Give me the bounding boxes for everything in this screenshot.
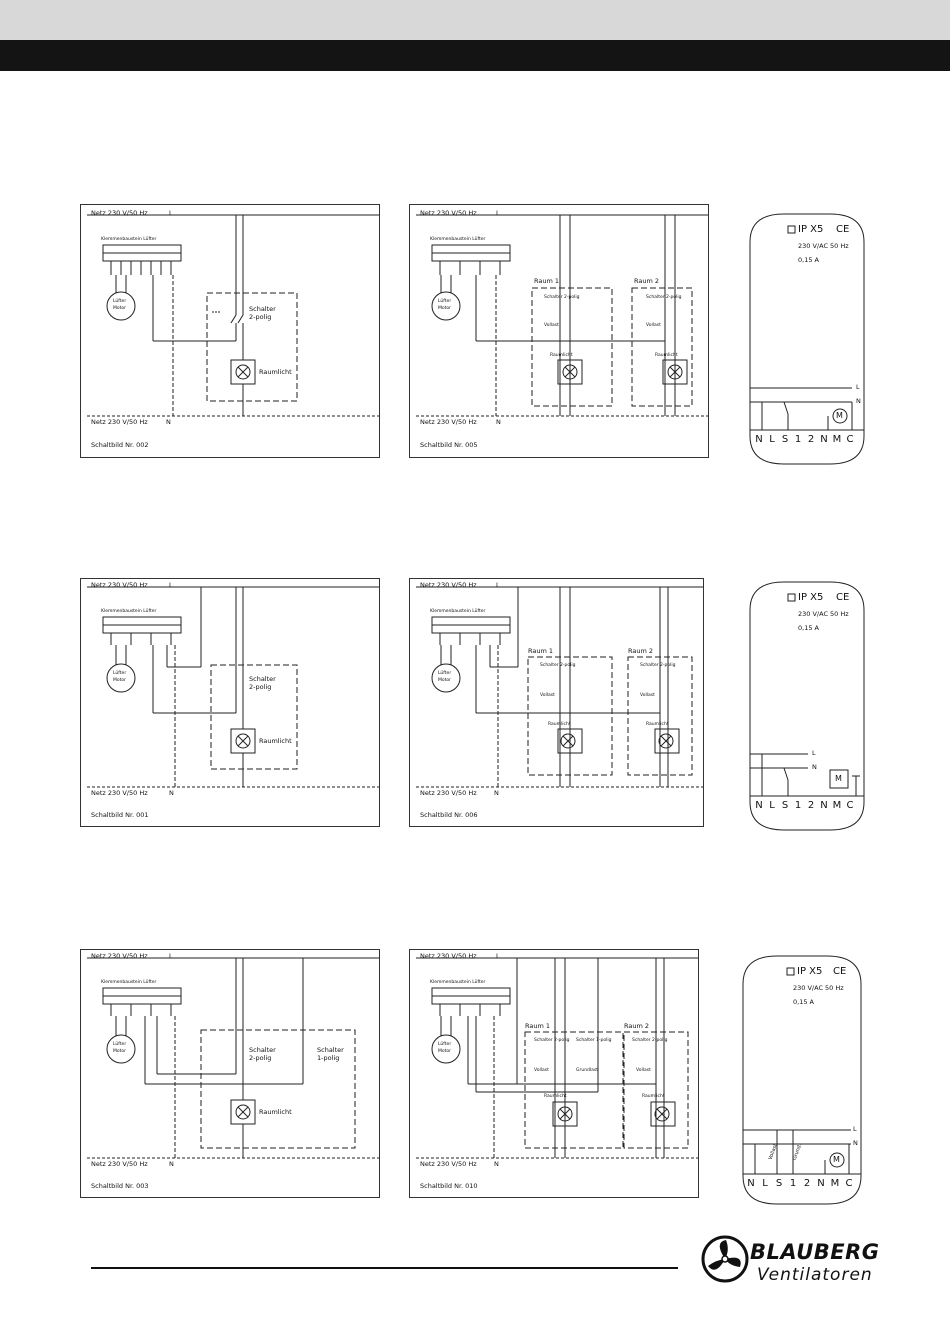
switch-small-label: Schalter 2-polig <box>646 295 682 300</box>
terminal: S <box>781 800 789 811</box>
switch-label: Schalter <box>249 305 276 313</box>
top-band <box>0 0 950 40</box>
switch-1pole-poles-label: 1-polig <box>317 1054 340 1062</box>
motor-symbol: M <box>833 1155 840 1164</box>
full-load-label: Vollast <box>534 1068 549 1073</box>
terminal: 2 <box>807 800 815 811</box>
voltage-label: 230 V/AC 50 Hz <box>798 610 849 618</box>
line-l-label: L <box>812 749 816 757</box>
ip-rating: IP X5 <box>798 224 824 235</box>
room-light-label: Raumlicht <box>259 737 292 745</box>
n-label: N <box>496 418 501 426</box>
room-light-small-label: Raumlicht <box>548 722 571 727</box>
room-light-small-label: Raumlicht <box>642 1094 665 1099</box>
motor-label-1: Lüfter <box>438 1042 452 1047</box>
l-label: L <box>496 952 500 960</box>
terminal-block-label: Klemmenbaustein Lüfter <box>430 980 486 985</box>
terminal: 1 <box>789 1178 797 1189</box>
terminal: 1 <box>794 434 802 445</box>
current-label: 0,15 A <box>798 624 819 632</box>
schematic-caption: Schaltbild Nr. 003 <box>91 1182 149 1190</box>
brand-subtitle: Ventilatoren <box>757 1265 873 1285</box>
motor-label-2: Motor <box>438 1049 452 1054</box>
ce-mark: CE <box>833 966 847 977</box>
l-label: L <box>169 209 173 217</box>
terminal: C <box>846 434 854 445</box>
terminal-block-label: Klemmenbaustein Lüfter <box>430 237 486 242</box>
full-load-label: Vollast <box>646 323 661 328</box>
terminal: M <box>832 800 842 811</box>
current-label: 0,15 A <box>798 256 819 264</box>
netz-bottom-label: Netz 230 V/50 Hz <box>91 1160 148 1168</box>
line-l-label: L <box>856 383 860 391</box>
terminal: 2 <box>803 1178 811 1189</box>
ce-mark: CE <box>836 592 850 603</box>
switch-1pole-small-label: Schalter 1-polig <box>576 1038 612 1043</box>
full-load-label: Vollast <box>640 693 655 698</box>
motor-label-1: Lüfter <box>438 299 452 304</box>
schematic-002 <box>80 204 380 458</box>
netz-top-label: Netz 230 V/50 Hz <box>91 581 148 589</box>
switch-poles-label: 2-polig <box>249 1054 272 1062</box>
motor-label-1: Lüfter <box>113 671 127 676</box>
n-label: N <box>166 418 171 426</box>
terminal-block-label: Klemmenbaustein Lüfter <box>101 609 157 614</box>
full-load-label: Vollast <box>544 323 559 328</box>
line-l-label: L <box>853 1125 857 1133</box>
full-load-tag: Vollast <box>767 1143 779 1161</box>
terminal: N <box>817 1178 825 1189</box>
terminal: M <box>832 434 842 445</box>
line-n-label: N <box>856 397 861 405</box>
room-light-small-label: Raumlicht <box>544 1094 567 1099</box>
motor-label-2: Motor <box>438 678 452 683</box>
terminal: N <box>820 434 828 445</box>
terminal-block-label: Klemmenbaustein Lüfter <box>101 237 157 242</box>
motor-label-1: Lüfter <box>438 671 452 676</box>
netz-top-label: Netz 230 V/50 Hz <box>420 581 477 589</box>
rating-card <box>744 212 870 466</box>
motor-label-1: Lüfter <box>113 299 127 304</box>
terminal: L <box>762 1178 768 1189</box>
schematic-caption: Schaltbild Nr. 006 <box>420 811 478 819</box>
n-label: N <box>494 1160 499 1168</box>
line-n-label: N <box>853 1139 858 1147</box>
room-light-small-label: Raumlicht <box>646 722 669 727</box>
motor-symbol: M <box>835 774 842 783</box>
room-light-label: Raumlicht <box>259 1108 292 1116</box>
terminal: 1 <box>794 800 802 811</box>
switch-label: Schalter <box>249 1046 276 1054</box>
netz-bottom-label: Netz 230 V/50 Hz <box>91 418 148 426</box>
rating-card <box>744 580 870 832</box>
netz-top-label: Netz 230 V/50 Hz <box>91 952 148 960</box>
room-1-label: Raum 1 <box>525 1022 551 1030</box>
header-bar <box>0 40 950 71</box>
motor-label-2: Motor <box>113 678 127 683</box>
rating-card <box>737 954 867 1206</box>
room-2-label: Raum 2 <box>624 1022 650 1030</box>
switch-label: Schalter <box>249 675 276 683</box>
switch-small-label: Schalter 2-polig <box>544 295 580 300</box>
terminal: L <box>769 800 775 811</box>
brand-name: BLAUBERG <box>750 1240 880 1264</box>
full-load-label: Vollast <box>636 1068 651 1073</box>
brand-logo <box>700 1232 880 1294</box>
netz-top-label: Netz 230 V/50 Hz <box>420 952 477 960</box>
netz-top-label: Netz 230 V/50 Hz <box>91 209 148 217</box>
schematic-caption: Schaltbild Nr. 002 <box>91 441 149 449</box>
room-2-label: Raum 2 <box>628 647 654 655</box>
fan-logo-icon <box>700 1234 750 1284</box>
switch-small-label: Schalter 2-polig <box>540 663 576 668</box>
motor-label-2: Motor <box>438 306 452 311</box>
ip-rating: IP X5 <box>798 592 824 603</box>
switch-poles-label: 2-polig <box>249 683 272 691</box>
terminal: M <box>830 1178 840 1189</box>
terminal: L <box>769 434 775 445</box>
netz-bottom-label: Netz 230 V/50 Hz <box>420 789 477 797</box>
terminal: S <box>781 434 789 445</box>
n-label: N <box>494 789 499 797</box>
netz-bottom-label: Netz 230 V/50 Hz <box>91 789 148 797</box>
terminal: S <box>775 1178 783 1189</box>
room-1-label: Raum 1 <box>534 277 560 285</box>
netz-bottom-label: Netz 230 V/50 Hz <box>420 418 477 426</box>
motor-symbol: M <box>836 411 843 420</box>
voltage-label: 230 V/AC 50 Hz <box>798 242 849 250</box>
motor-label-1: Lüfter <box>113 1042 127 1047</box>
schematic-caption: Schaltbild Nr. 005 <box>420 441 478 449</box>
room-1-label: Raum 1 <box>528 647 554 655</box>
schematic-010 <box>409 949 699 1198</box>
switch-small-label: Schalter 2-polig <box>640 663 676 668</box>
schematic-caption: Schaltbild Nr. 001 <box>91 811 149 819</box>
netz-top-label: Netz 230 V/50 Hz <box>420 209 477 217</box>
terminal: N <box>755 800 763 811</box>
terminal: C <box>845 1178 853 1189</box>
room-light-label: Raumlicht <box>259 368 292 376</box>
footer-rule <box>91 1267 678 1269</box>
terminal-block-label: Klemmenbaustein Lüfter <box>101 980 157 985</box>
base-load-label: Grundlast <box>576 1068 599 1073</box>
line-n-label: N <box>812 763 817 771</box>
motor-label-2: Motor <box>113 1049 127 1054</box>
terminal: 2 <box>807 434 815 445</box>
switch-1pole-label: Schalter <box>317 1046 344 1054</box>
full-load-label: Vollast <box>540 693 555 698</box>
netz-bottom-label: Netz 230 V/50 Hz <box>420 1160 477 1168</box>
base-load-tag: Grund. <box>791 1142 804 1162</box>
schematic-006 <box>409 578 704 827</box>
current-label: 0,15 A <box>793 998 814 1006</box>
motor-label-2: Motor <box>113 306 127 311</box>
n-label: N <box>169 789 174 797</box>
l-label: L <box>496 581 500 589</box>
schematic-caption: Schaltbild Nr. 010 <box>420 1182 478 1190</box>
room-light-small-label: Raumlicht <box>655 353 678 358</box>
rating-card-outline <box>744 212 870 466</box>
terminal-block-label: Klemmenbaustein Lüfter <box>430 609 486 614</box>
l-label: L <box>496 209 500 217</box>
ce-mark: CE <box>836 224 850 235</box>
ip-rating: IP X5 <box>797 966 823 977</box>
l-label: L <box>169 581 173 589</box>
switch-small-label: Schalter 2-polig <box>534 1038 570 1043</box>
schematic-003 <box>80 949 380 1198</box>
l-label: L <box>169 952 173 960</box>
terminal: N <box>747 1178 755 1189</box>
terminal: N <box>755 434 763 445</box>
room-2-label: Raum 2 <box>634 277 660 285</box>
schematic-001 <box>80 578 380 827</box>
switch-poles-label: 2-polig <box>249 313 272 321</box>
terminal: C <box>846 800 854 811</box>
schematic-005 <box>409 204 709 458</box>
room-light-small-label: Raumlicht <box>550 353 573 358</box>
switch-small-label: Schalter 2-polig <box>632 1038 668 1043</box>
terminal: N <box>820 800 828 811</box>
voltage-label: 230 V/AC 50 Hz <box>793 984 844 992</box>
n-label: N <box>169 1160 174 1168</box>
